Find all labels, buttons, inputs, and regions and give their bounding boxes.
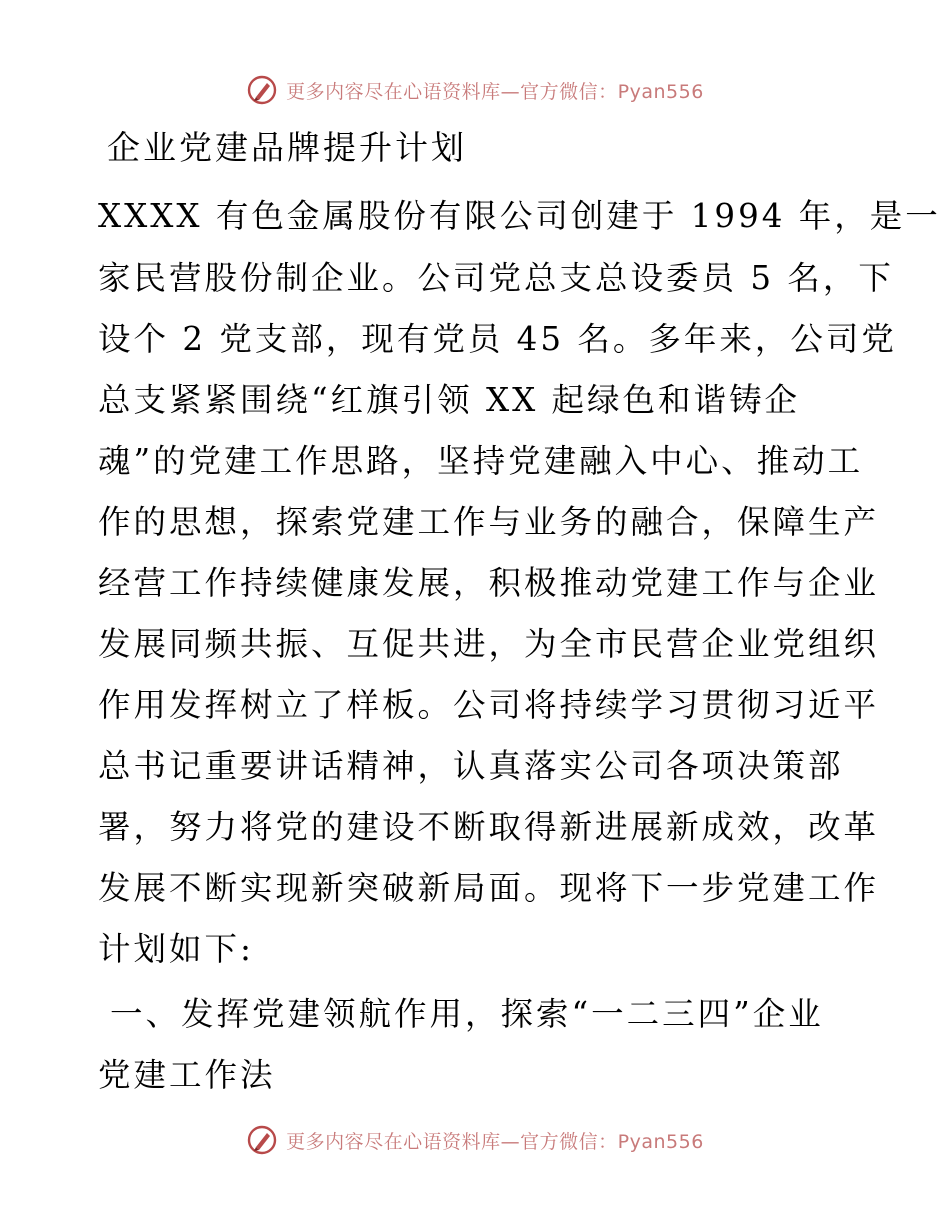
paragraph-line: 家民营股份制企业。公司党总支总设委员 5 名，下 (98, 259, 894, 297)
paragraph-line: 总书记重要讲话精神，认真落实公司各项决策部 (98, 747, 844, 785)
watermark-header (0, 74, 950, 106)
paragraph-line: 设个 2 党支部，现有党员 45 名。多年来，公司党 (98, 320, 897, 358)
paragraph-line: 发展不断实现新突破新局面。现将下一步党建工作 (98, 869, 880, 907)
paragraph-line: 作的思想，探索党建工作与业务的融合，保障生产 (98, 503, 880, 541)
watermark-text: 更多内容尽在心语资料库—官方微信：Pyan556 (286, 1130, 704, 1153)
pen-logo-icon (246, 1124, 278, 1156)
section-heading-line: 党建工作法 (98, 1056, 276, 1094)
section-heading-line: 一、发挥党建领航作用，探索“一二三四”企业 (110, 995, 824, 1033)
paragraph-line: 计划如下: (98, 930, 254, 968)
watermark-footer (0, 1124, 950, 1156)
pen-logo-icon (246, 74, 278, 106)
paragraph-line: XXXX 有色金属股份有限公司创建于 1994 年，是一 (98, 197, 941, 235)
document-title: 企业党建品牌提升计划 (107, 128, 467, 167)
paragraph-line: 总支紧紧围绕“红旗引领 XX 起绿色和谐铸企 (98, 381, 801, 419)
paragraph-line: 发展同频共振、互促共进，为全市民营企业党组织 (98, 625, 880, 663)
paragraph-line: 魂”的党建工作思路，坚持党建融入中心、推动工 (98, 442, 864, 480)
paragraph-line: 作用发挥树立了样板。公司将持续学习贯彻习近平 (98, 686, 880, 724)
paragraph-line: 署，努力将党的建设不断取得新进展新成效，改革 (98, 808, 880, 846)
paragraph-line: 经营工作持续健康发展，积极推动党建工作与企业 (98, 564, 880, 602)
watermark-text: 更多内容尽在心语资料库—官方微信：Pyan556 (286, 80, 704, 103)
